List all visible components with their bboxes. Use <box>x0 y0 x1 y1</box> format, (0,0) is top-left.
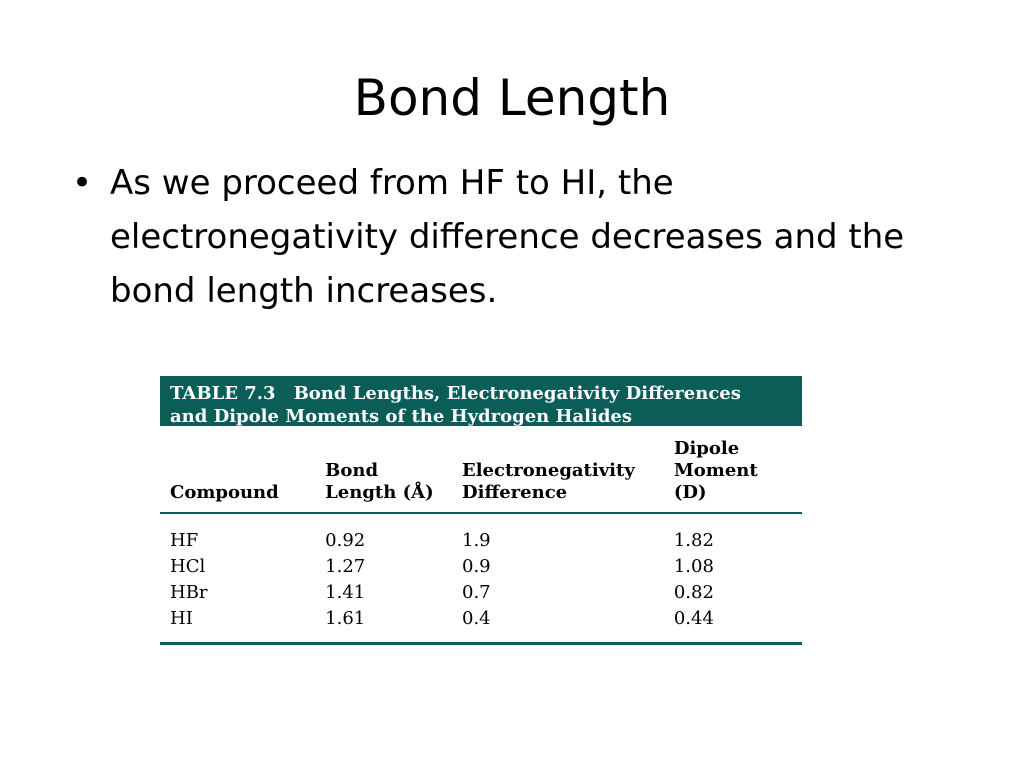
slide-title: Bond Length <box>353 69 671 127</box>
column-header-electronegativity: Electronegativity Difference <box>452 426 664 513</box>
column-header-dipole-moment: Dipole Moment (D) <box>664 426 802 513</box>
cell-bond-length: 1.61 <box>315 606 452 644</box>
table-header-row <box>160 426 802 513</box>
cell-electronegativity: 0.4 <box>452 606 664 644</box>
table-caption <box>160 376 802 426</box>
table-caption-line-1 <box>170 382 792 405</box>
cell-bond-length: 0.92 <box>325 530 366 551</box>
table-row <box>160 580 802 606</box>
cell-electronegativity: 0.9 <box>462 556 491 577</box>
table-row <box>160 554 802 580</box>
cell-compound: HI <box>160 606 315 644</box>
table-row <box>160 606 802 644</box>
column-header-bond-length: Bond Length (Å) <box>315 426 452 513</box>
bullet-text: As we proceed from HF to HI, the electronegativity difference decreases and the bond length increases. <box>110 163 905 311</box>
cell-compound: HF <box>170 530 199 551</box>
table-caption-line-2: and Dipole Moments of the Hydrogen Halides <box>170 406 633 427</box>
cell-bond-length: 1.27 <box>325 556 366 577</box>
cell-compound: HBr <box>170 582 208 603</box>
hydrogen-halides-table <box>160 426 802 645</box>
cell-compound: HCl <box>170 556 206 577</box>
cell-electronegativity: 1.9 <box>462 530 491 551</box>
bullet-point <box>72 156 932 318</box>
table-row <box>160 513 802 554</box>
column-header-compound: Compound <box>160 426 315 513</box>
cell-dipole-moment: 0.44 <box>664 606 802 644</box>
table-caption-text-1: Bond Lengths, Electronegativity Differences <box>293 383 741 404</box>
cell-bond-length: 1.41 <box>325 582 366 603</box>
data-table-figure <box>160 376 802 645</box>
table-number: TABLE 7.3 <box>170 383 276 404</box>
cell-electronegativity: 0.7 <box>462 582 491 603</box>
cell-dipole-moment: 0.82 <box>673 582 714 603</box>
cell-dipole-moment: 1.82 <box>673 530 714 551</box>
bullet-dot-icon: • <box>72 163 93 203</box>
cell-dipole-moment: 1.08 <box>673 556 714 577</box>
